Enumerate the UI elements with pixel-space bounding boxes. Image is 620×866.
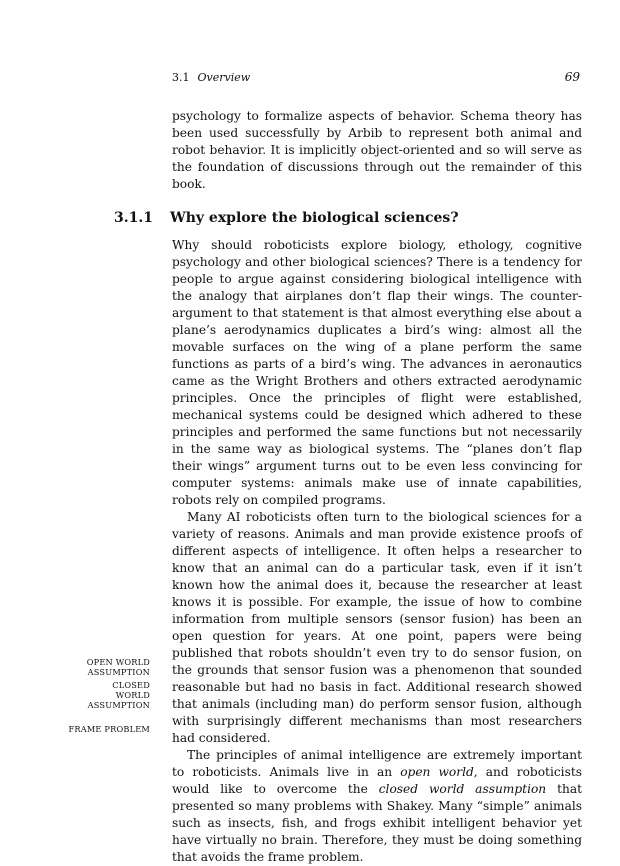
running-header-left: [172, 71, 250, 84]
principles-text-mid: , and roboticists would like to overcome the: [172, 765, 582, 796]
header-section-number: 3.1: [172, 71, 190, 84]
header-section-title: Overview: [197, 71, 251, 84]
margin-note-open-world: OPEN WORLD ASSUMPTION: [86, 657, 150, 677]
why-biology-paragraph: Why should roboticists explore biology, ethology, cognitive psychology and other biological sciences? There is a tendency for people to argue against considering biological intelligence with the analogy that airplanes don’t flap their wings. The counter-argument to that statement is that almost everything else about a plane’s aerodynamics duplicates a bird’s wing: almost all the movable surfaces on the wing of a plane perform the same functions as parts of a bird’s wing. The advances in aeronautics came as the Wright Brothers and others extracted aerodynamic principles. Once the principles of flight were established, mechanical systems could be designed which adhered to these principles and performed the same functions but not necessarily in the same way as biological systems. The “planes don’t flap their wings” argument turns out to be even less convincing for computer systems: animals make use of innate capabilities, robots rely on compiled programs.: [172, 238, 582, 507]
section-title: Why explore the biological sciences?: [170, 210, 459, 226]
open-world-term: open world: [400, 765, 474, 779]
principles-text-start: The principles of animal intelligence are extremely important to roboticists. Animals live in an: [172, 748, 582, 779]
many-ai-paragraph: Many AI roboticists often turn to the biological sciences for a variety of reasons. Animals and man provide existence proofs of different aspects of intelligence. It often helps a researcher to know that an animal can do a particular task, even if it isn’t known how the animal does it, because the researcher at least knows it is possible. For example, the issue of how to combine information from multiple sensors (sensor fusion) has been an open question for years. At one point, papers were being published that robots shouldn’t even try to do sensor fusion, on the grounds that sensor fusion was a phenomenon that sounded reasonable but had no basis in fact. Additional research showed that animals (including man) do perform sensor fusion, although with surprisingly different mechanisms than most researchers had considered.: [172, 510, 582, 745]
intro-paragraph: psychology to formalize aspects of behavior. Schema theory has been used successfully by Arbib to represent both animal and robot behavior. It is implicitly object-oriented and so will serve as the foundation of discussions through out the remainder of this book.: [172, 109, 582, 191]
section-body: [172, 237, 582, 866]
intro-paragraph-block: [172, 108, 582, 193]
section-number: 3.1.1: [114, 210, 153, 226]
margin-note-closed-world: CLOSED WORLD ASSUMPTION: [87, 680, 150, 710]
section-heading: [114, 210, 459, 226]
principles-text-end: that presented so many problems with Shakey. Many “simple” animals such as insects, fish, and frogs exhibit intelligent behavior yet have virtually no brain. Therefore, they must be doing something that avoids the frame problem.: [172, 782, 582, 864]
page-number: 69: [564, 70, 580, 84]
closed-world-term: closed world assumption: [378, 782, 547, 796]
principles-paragraph: [172, 747, 582, 866]
margin-note-frame-problem: FRAME PROBLEM: [68, 724, 150, 734]
